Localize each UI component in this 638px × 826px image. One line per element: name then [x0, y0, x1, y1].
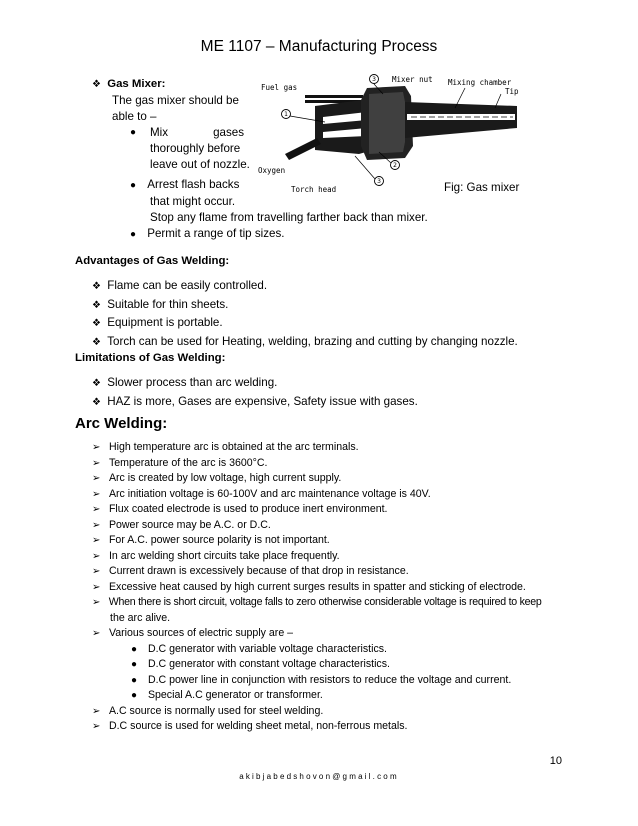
bullet2-line-2: that might occur. [150, 195, 236, 208]
arc-welding-list [92, 440, 572, 735]
label-tip: Tip [505, 87, 519, 96]
bullet-dot-icon: ● [131, 674, 138, 686]
bullet1-line-2: leave out of nozzle. [150, 158, 250, 171]
diamond-bullet-icon: ❖ [92, 396, 101, 408]
bullet3-text: Permit a range of tip sizes. [147, 227, 285, 240]
list-item: ➢ Various sources of electric supply are – [92, 626, 572, 642]
arrow-bullet-icon: ➢ [92, 457, 101, 469]
arrow-bullet-icon: ➢ [92, 504, 101, 515]
list-item: ➢ For A.C. power source polarity is not important. [92, 533, 572, 549]
gas-mixer-title: Gas Mixer: [107, 78, 166, 90]
arrow-bullet-icon: ➢ [92, 628, 101, 639]
list-item: ➢ D.C source is used for welding sheet metal, non-ferrous metals. [92, 719, 572, 735]
gas-mixer-bullet-3 [130, 226, 285, 243]
list-item: ➢ High temperature arc is obtained at the arc terminals. [92, 440, 572, 456]
sub-list-item: ● D.C generator with variable voltage characteristics. [92, 642, 572, 658]
diamond-bullet-icon: ❖ [92, 281, 101, 292]
page-number: 10 [549, 755, 562, 767]
bullet1-word-a: Mix [150, 126, 169, 139]
callout-3a: 3 [372, 76, 376, 84]
bullet-dot-icon: ● [130, 180, 137, 191]
bullet-dot-icon: ● [131, 659, 138, 670]
bullet2-line-3: Stop any flame from travelling farther back than mixer. [150, 211, 428, 224]
list-item: ➢ When there is short circuit, voltage falls to zero otherwise considerable voltage is required to keep [92, 595, 572, 611]
arrow-bullet-icon: ➢ [92, 721, 101, 732]
bullet1-line-1: thoroughly before [150, 142, 241, 155]
list-item: ➢ A.C source is normally used for steel welding. [92, 704, 572, 720]
list-item: ❖ Slower process than arc welding. [92, 374, 418, 393]
arrow-bullet-icon: ➢ [92, 535, 101, 546]
callout-2: 2 [393, 162, 397, 170]
list-item: ❖ Flame can be easily controlled. [92, 277, 518, 296]
arrow-bullet-icon: ➢ [92, 581, 101, 593]
list-item: ❖ Torch can be used for Heating, welding, brazing and cutting by changing nozzle. [92, 333, 518, 352]
list-item: ❖ Equipment is portable. [92, 314, 518, 333]
bullet1-word-b: gases [213, 126, 244, 139]
list-item: ➢ Excessive heat caused by high current surges results in spatter and sticking of electrode. [92, 580, 572, 596]
bullet-dot-icon: ● [130, 229, 137, 240]
label-torch-head: Torch head [291, 185, 337, 194]
label-mixer-nut: Mixer nut [392, 75, 433, 84]
list-item: ➢ Current drawn is excessively because of that drop in resistance. [92, 564, 572, 580]
arc-welding-title: Arc Welding: [75, 415, 168, 432]
arrow-bullet-icon: ➢ [92, 488, 101, 500]
limitations-title: Limitations of Gas Welding: [75, 352, 226, 364]
bullet2-line-1: Arrest flash backs [147, 178, 240, 191]
arrow-bullet-icon: ➢ [92, 705, 101, 717]
list-item: ➢ In arc welding short circuits take place frequently. [92, 549, 572, 565]
gas-mixer-bullet-1 [130, 125, 250, 173]
list-item-continuation: the arc alive. [110, 611, 171, 624]
diamond-bullet-icon: ❖ [92, 336, 101, 348]
list-item: ❖ Suitable for thin sheets. [92, 296, 518, 315]
diamond-bullet-icon: ❖ [92, 318, 101, 329]
list-item: ➢ Flux coated electrode is used to produce inert environment. [92, 502, 572, 518]
limitations-list [92, 374, 418, 411]
label-fuel-gas: Fuel gas [261, 83, 298, 92]
gas-mixer-section [92, 76, 239, 125]
list-item: ❖ HAZ is more, Gases are expensive, Safety issue with gases. [92, 393, 418, 412]
label-oxygen: Oxygen [258, 166, 286, 175]
arrow-bullet-icon: ➢ [92, 519, 101, 531]
diamond-bullet-icon: ❖ [92, 378, 101, 389]
gas-mixer-intro-1: The gas mixer should be [112, 94, 239, 107]
bullet-dot-icon: ● [131, 690, 138, 701]
advantages-list [92, 277, 518, 351]
arrow-bullet-icon: ➢ [92, 473, 101, 484]
figure-caption: Fig: Gas mixer [444, 181, 520, 194]
diamond-bullet-icon: ❖ [92, 79, 101, 90]
page-header: ME 1107 – Manufacturing Process [200, 38, 438, 55]
arrow-bullet-icon: ➢ [92, 442, 101, 453]
sub-list-item: ● D.C power line in conjunction with resistors to reduce the voltage and current. [92, 673, 572, 689]
callout-3b: 3 [377, 178, 381, 186]
list-item: ➢ Arc initiation voltage is 60-100V and arc maintenance voltage is 40V. [92, 487, 572, 503]
list-item: ➢ Arc is created by low voltage, high current supply. [92, 471, 572, 487]
torch-body-drawing [285, 84, 517, 179]
gas-mixer-intro-2: able to – [112, 110, 157, 123]
callout-1: 1 [284, 111, 288, 119]
arrow-bullet-icon: ➢ [92, 566, 101, 577]
gas-mixer-figure [255, 72, 520, 197]
footer-email: akibjabedshovon@gmail.com [239, 772, 399, 781]
diamond-bullet-icon: ❖ [92, 299, 101, 311]
bullet-dot-icon: ● [130, 127, 137, 138]
arrow-bullet-icon: ➢ [92, 597, 101, 608]
arrow-bullet-icon: ➢ [92, 550, 101, 562]
advantages-title: Advantages of Gas Welding: [75, 255, 230, 267]
sub-list-item: ● Special A.C generator or transformer. [92, 688, 572, 704]
bullet-dot-icon: ● [131, 643, 138, 655]
label-mixing-chamber: Mixing chamber [448, 78, 512, 87]
sub-list-item: ● D.C generator with constant voltage characteristics. [92, 657, 572, 673]
list-item: ➢ Power source may be A.C. or D.C. [92, 518, 572, 534]
list-item: ➢ Temperature of the arc is 3600°C. [92, 456, 572, 472]
